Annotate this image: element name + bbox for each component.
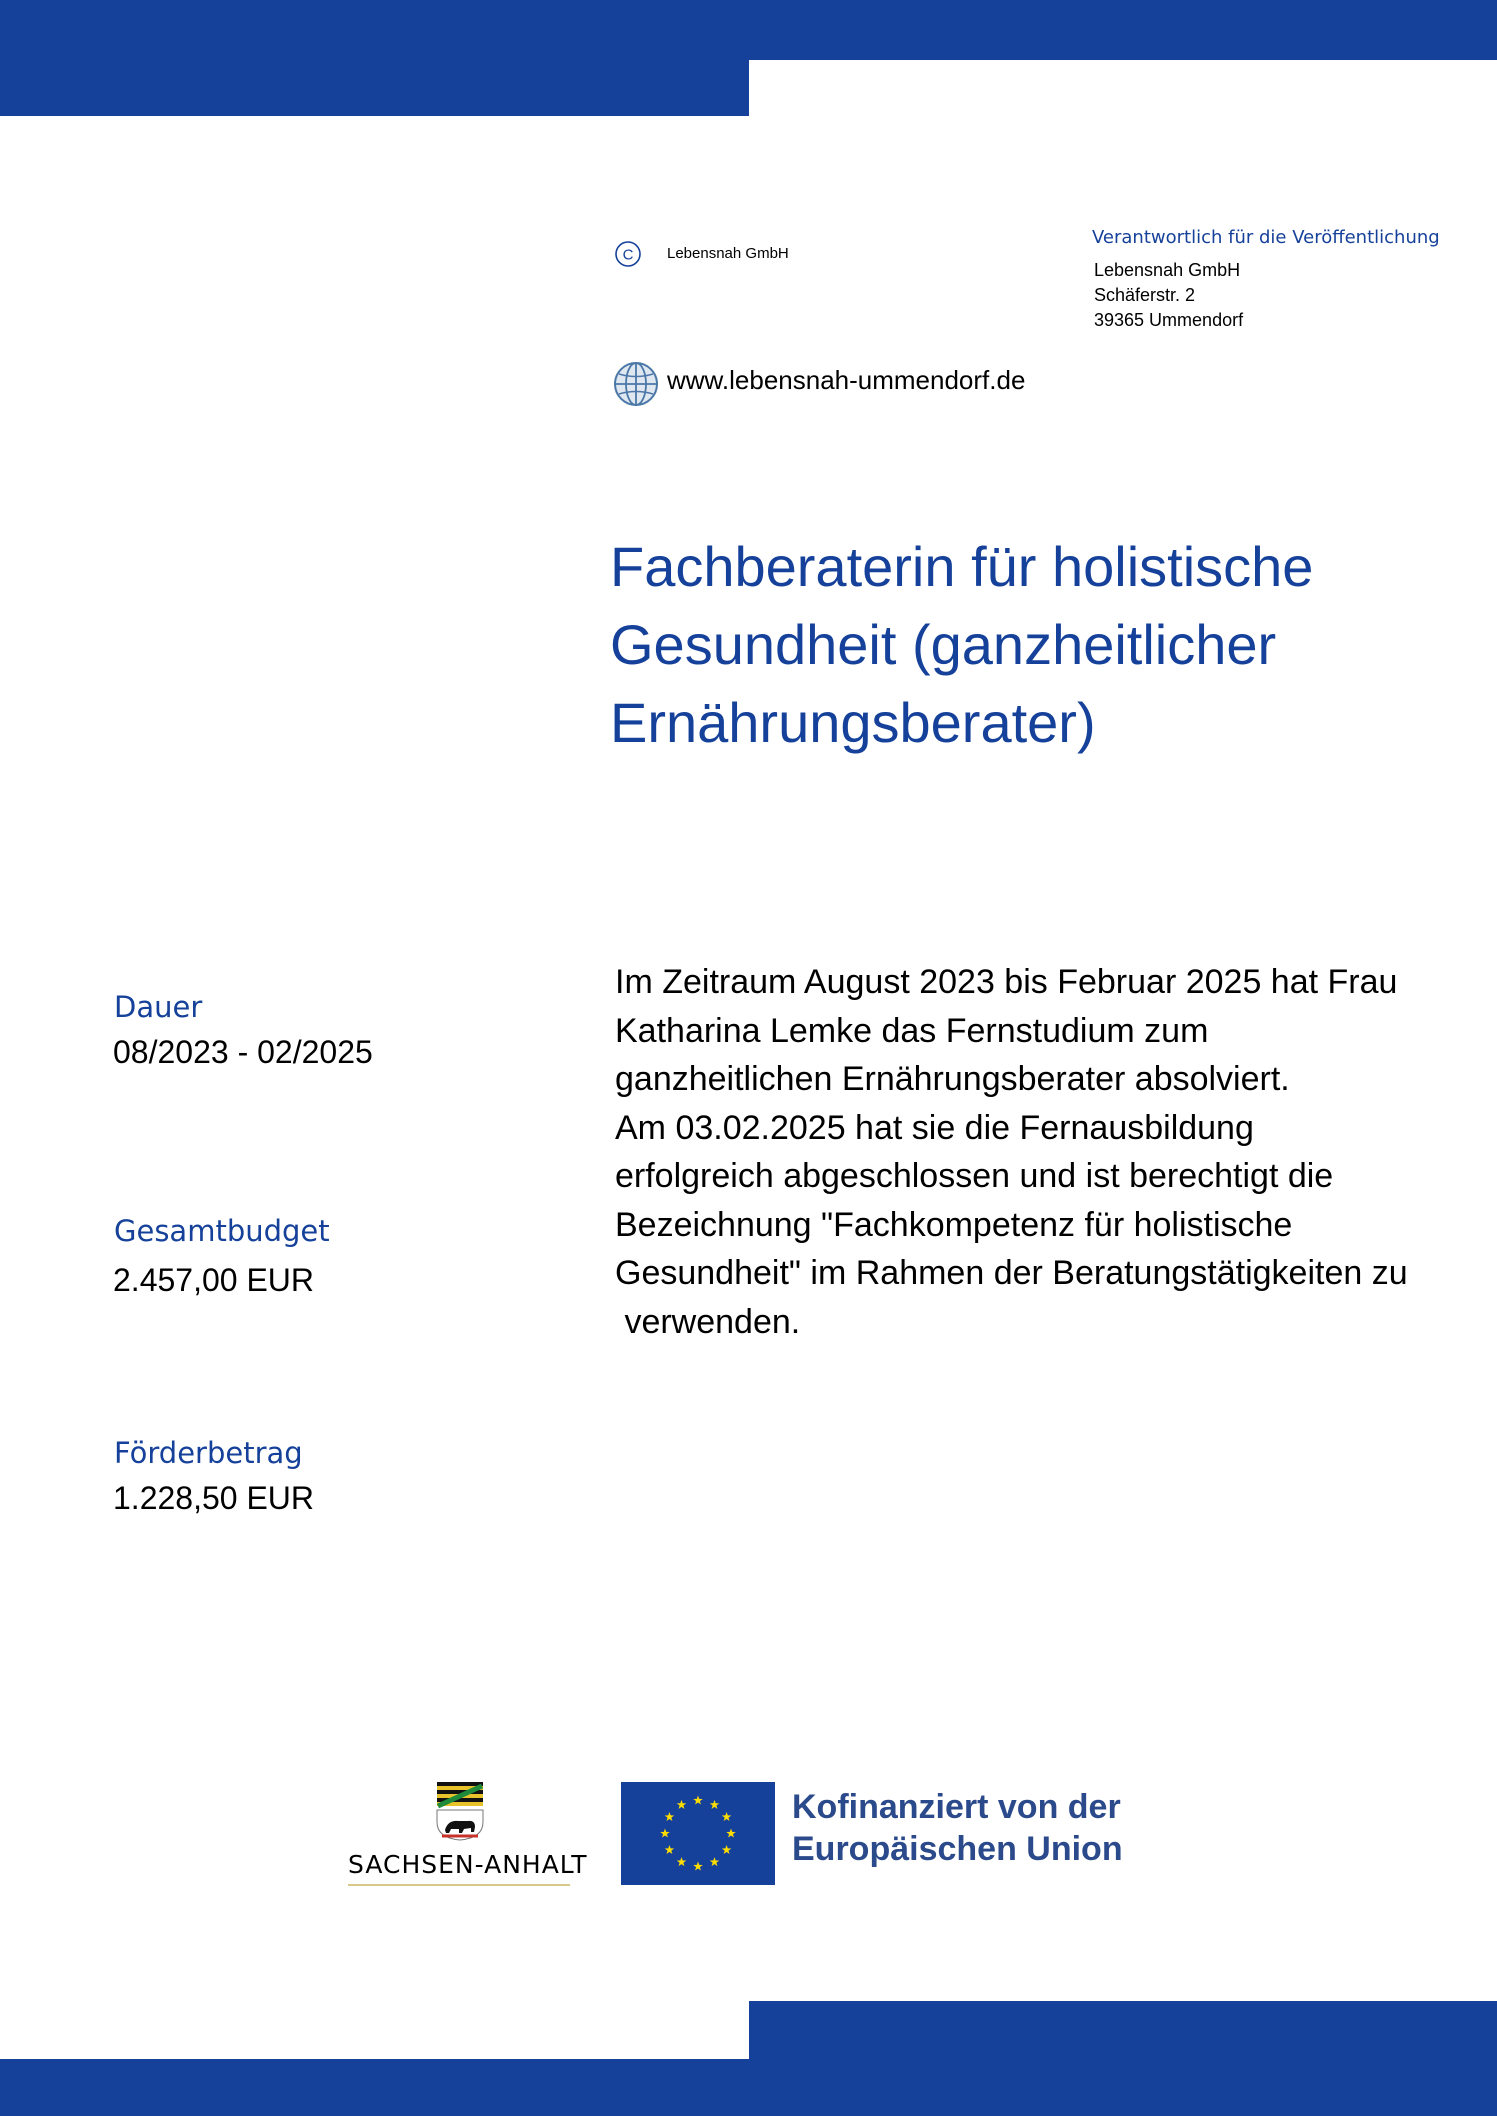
sachsen-anhalt-coat-of-arms-icon (434, 1780, 486, 1842)
total-budget-value: 2.457,00 EUR (113, 1262, 315, 1298)
address-line: Schäferstr. 2 (1094, 285, 1196, 305)
paragraph-line: Gesundheit" im Rahmen der Beratungstätigkeiten zu (615, 1254, 1408, 1292)
page-title (610, 528, 1470, 762)
state-logo-underline (348, 1884, 570, 1886)
funding-amount-label: Förderbetrag (114, 1436, 303, 1470)
paragraph-line: Am 03.02.2025 hat sie die Fernausbildung (615, 1108, 1254, 1147)
address-line: 39365 Ummendorf (1094, 310, 1244, 330)
title-line: Fachberaterin für holistische (610, 535, 1314, 598)
eu-text-line: Kofinanziert von der (792, 1788, 1121, 1826)
globe-icon (612, 360, 660, 408)
total-budget-label: Gesamtbudget (114, 1214, 330, 1248)
paragraph-line: erfolgreich abgeschlossen und ist berechtigt die (615, 1157, 1334, 1195)
bottom-band (0, 2059, 1497, 2116)
publisher-address (1094, 258, 1243, 333)
paragraph-line: ganzheitlichen Ernährungsberater absolviert. (615, 1060, 1290, 1098)
duration-label: Dauer (114, 990, 203, 1024)
eu-text-line: Europäischen Union (792, 1830, 1123, 1868)
responsible-heading: Verantwortlich für die Veröffentlichung (1092, 227, 1440, 248)
publisher-name: Lebensnah GmbH (667, 245, 789, 262)
eu-cofunding-text (792, 1786, 1123, 1870)
copyright-icon (614, 240, 642, 268)
title-line: Gesundheit (ganzheitlicher (610, 613, 1277, 676)
address-line: Lebensnah GmbH (1094, 260, 1241, 280)
paragraph-line: Im Zeitraum August 2023 bis Februar 2025 hat Frau (615, 963, 1398, 1001)
svg-text:C: C (622, 246, 634, 264)
description-paragraph (615, 958, 1485, 1346)
top-band-left-block (0, 0, 749, 116)
duration-value: 08/2023 - 02/2025 (113, 1034, 373, 1070)
website-link[interactable]: www.lebensnah-ummendorf.de (667, 365, 1026, 395)
paragraph-line: Katharina Lemke das Fernstudium zum (615, 1011, 1209, 1050)
paragraph-line: Bezeichnung "Fachkompetenz für holistische (615, 1205, 1293, 1244)
title-line: Ernährungsberater) (610, 691, 1096, 754)
eu-flag-icon (621, 1782, 775, 1885)
funding-amount-value: 1.228,50 EUR (113, 1480, 315, 1516)
state-name: SACHSEN-ANHALT (348, 1850, 588, 1879)
paragraph-line: verwenden. (615, 1302, 801, 1341)
